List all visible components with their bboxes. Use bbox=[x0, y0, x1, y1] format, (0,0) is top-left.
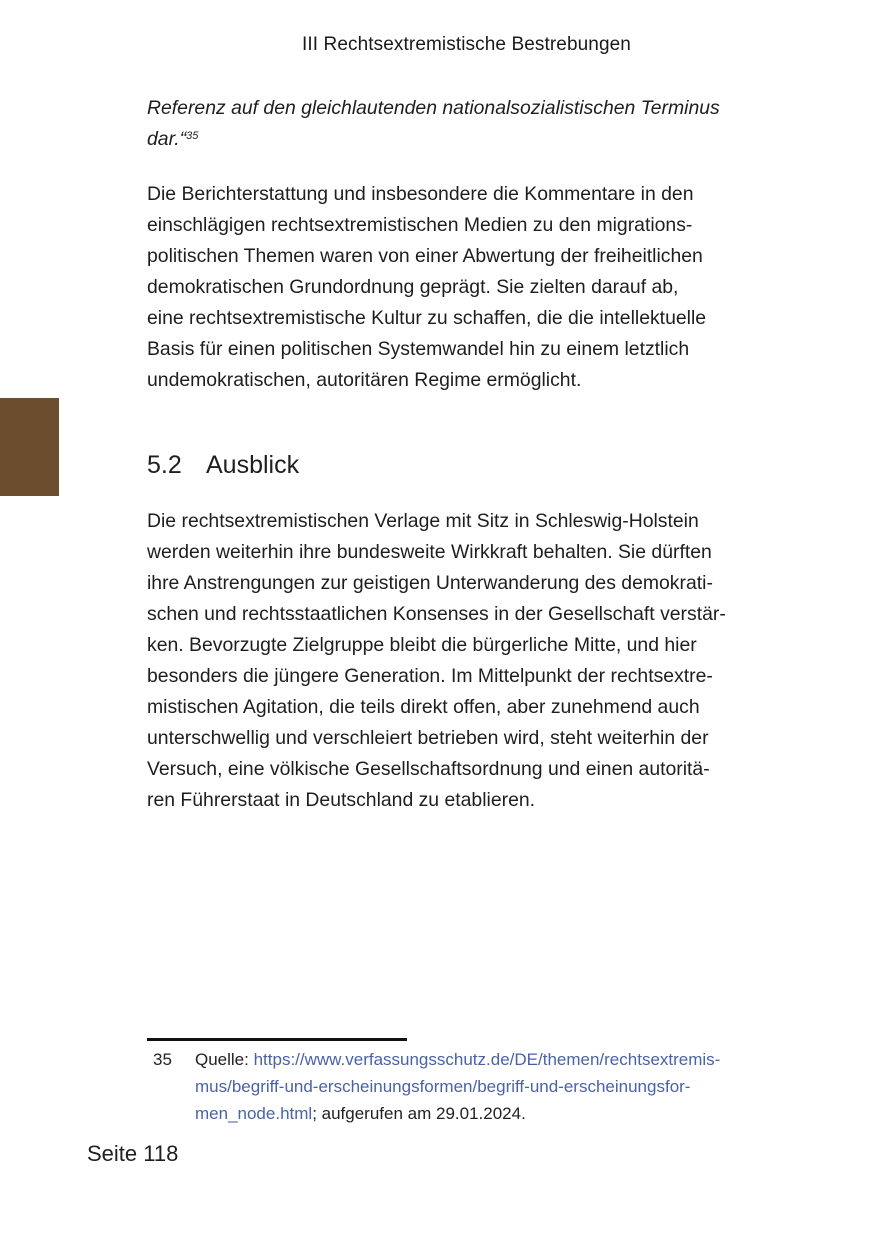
paragraph-line: Basis für einen politischen Systemwandel hin zu einem letztlich bbox=[147, 338, 690, 360]
quote-line: Referenz auf den gleichlautenden nationalsozialistischen Terminus bbox=[147, 97, 720, 119]
footnote-link[interactable]: https://www.verfassungsschutz.de/DE/themen/rechtsextremis- bbox=[253, 1050, 721, 1069]
paragraph-outlook bbox=[147, 506, 787, 816]
paragraph-line: eine rechtsextremistische Kultur zu schaffen, die die intellektuelle bbox=[147, 307, 707, 329]
quote-line-end bbox=[147, 124, 787, 155]
quote-line: dar.“ bbox=[147, 128, 187, 150]
footnote-link[interactable]: mus/begriff-und-erscheinungsformen/begriff-und-erscheinungsfor- bbox=[195, 1077, 691, 1096]
section-title: Ausblick bbox=[206, 451, 300, 479]
page-number: Seite 118 bbox=[87, 1141, 179, 1166]
paragraph-line: ren Führerstaat in Deutschland zu etablieren. bbox=[147, 789, 536, 811]
footnote-suffix: ; aufgerufen am 29.01.2024. bbox=[312, 1104, 526, 1123]
quote-block bbox=[147, 93, 787, 155]
paragraph-line: Die Berichterstattung und insbesondere die Kommentare in den bbox=[147, 183, 694, 205]
paragraph-line: ihre Anstrengungen zur geistigen Unterwanderung des demokrati- bbox=[147, 572, 713, 594]
paragraph-line: ken. Bevorzugte Zielgruppe bleibt die bürgerliche Mitte, und hier bbox=[147, 634, 697, 656]
paragraph-line: einschlägigen rechtsextremistischen Medien zu den migrations- bbox=[147, 214, 693, 236]
section-number: 5.2 bbox=[147, 451, 182, 479]
footnote-link[interactable]: men_node.html bbox=[195, 1104, 313, 1123]
footnote-line-1 bbox=[195, 1046, 795, 1073]
footnote-body bbox=[195, 1046, 795, 1127]
footnote-number: 35 bbox=[153, 1050, 172, 1069]
section-heading bbox=[147, 451, 299, 480]
running-header: III Rechtsextremistische Bestrebungen bbox=[302, 34, 631, 55]
paragraph-line: undemokratischen, autoritären Regime ermöglicht. bbox=[147, 369, 582, 391]
paragraph-line: demokratischen Grundordnung geprägt. Sie zielten darauf ab, bbox=[147, 276, 679, 298]
paragraph-media-coverage bbox=[147, 179, 787, 396]
footnote-line-3 bbox=[195, 1100, 795, 1127]
footnote-prefix: Quelle: bbox=[195, 1050, 254, 1069]
chapter-side-tab bbox=[0, 398, 59, 496]
footnote-reference[interactable]: 35 bbox=[186, 130, 199, 142]
paragraph-line: unterschwellig und verschleiert betrieben wird, steht weiterhin der bbox=[147, 727, 709, 749]
paragraph-line: werden weiterhin ihre bundesweite Wirkkraft behalten. Sie dürften bbox=[147, 541, 712, 563]
paragraph-line: mistischen Agitation, die teils direkt offen, aber zunehmend auch bbox=[147, 696, 700, 718]
paragraph-line: Die rechtsextremistischen Verlage mit Sitz in Schleswig-Holstein bbox=[147, 510, 699, 532]
paragraph-line: schen und rechtsstaatlichen Konsenses in der Gesellschaft verstär- bbox=[147, 603, 726, 625]
paragraph-line: Versuch, eine völkische Gesellschaftsordnung und einen autoritä- bbox=[147, 758, 710, 780]
footnote-separator bbox=[147, 1038, 407, 1041]
paragraph-line: politischen Themen waren von einer Abwertung der freiheitlichen bbox=[147, 245, 703, 267]
paragraph-line: besonders die jüngere Generation. Im Mittelpunkt der rechtsextre- bbox=[147, 665, 713, 687]
